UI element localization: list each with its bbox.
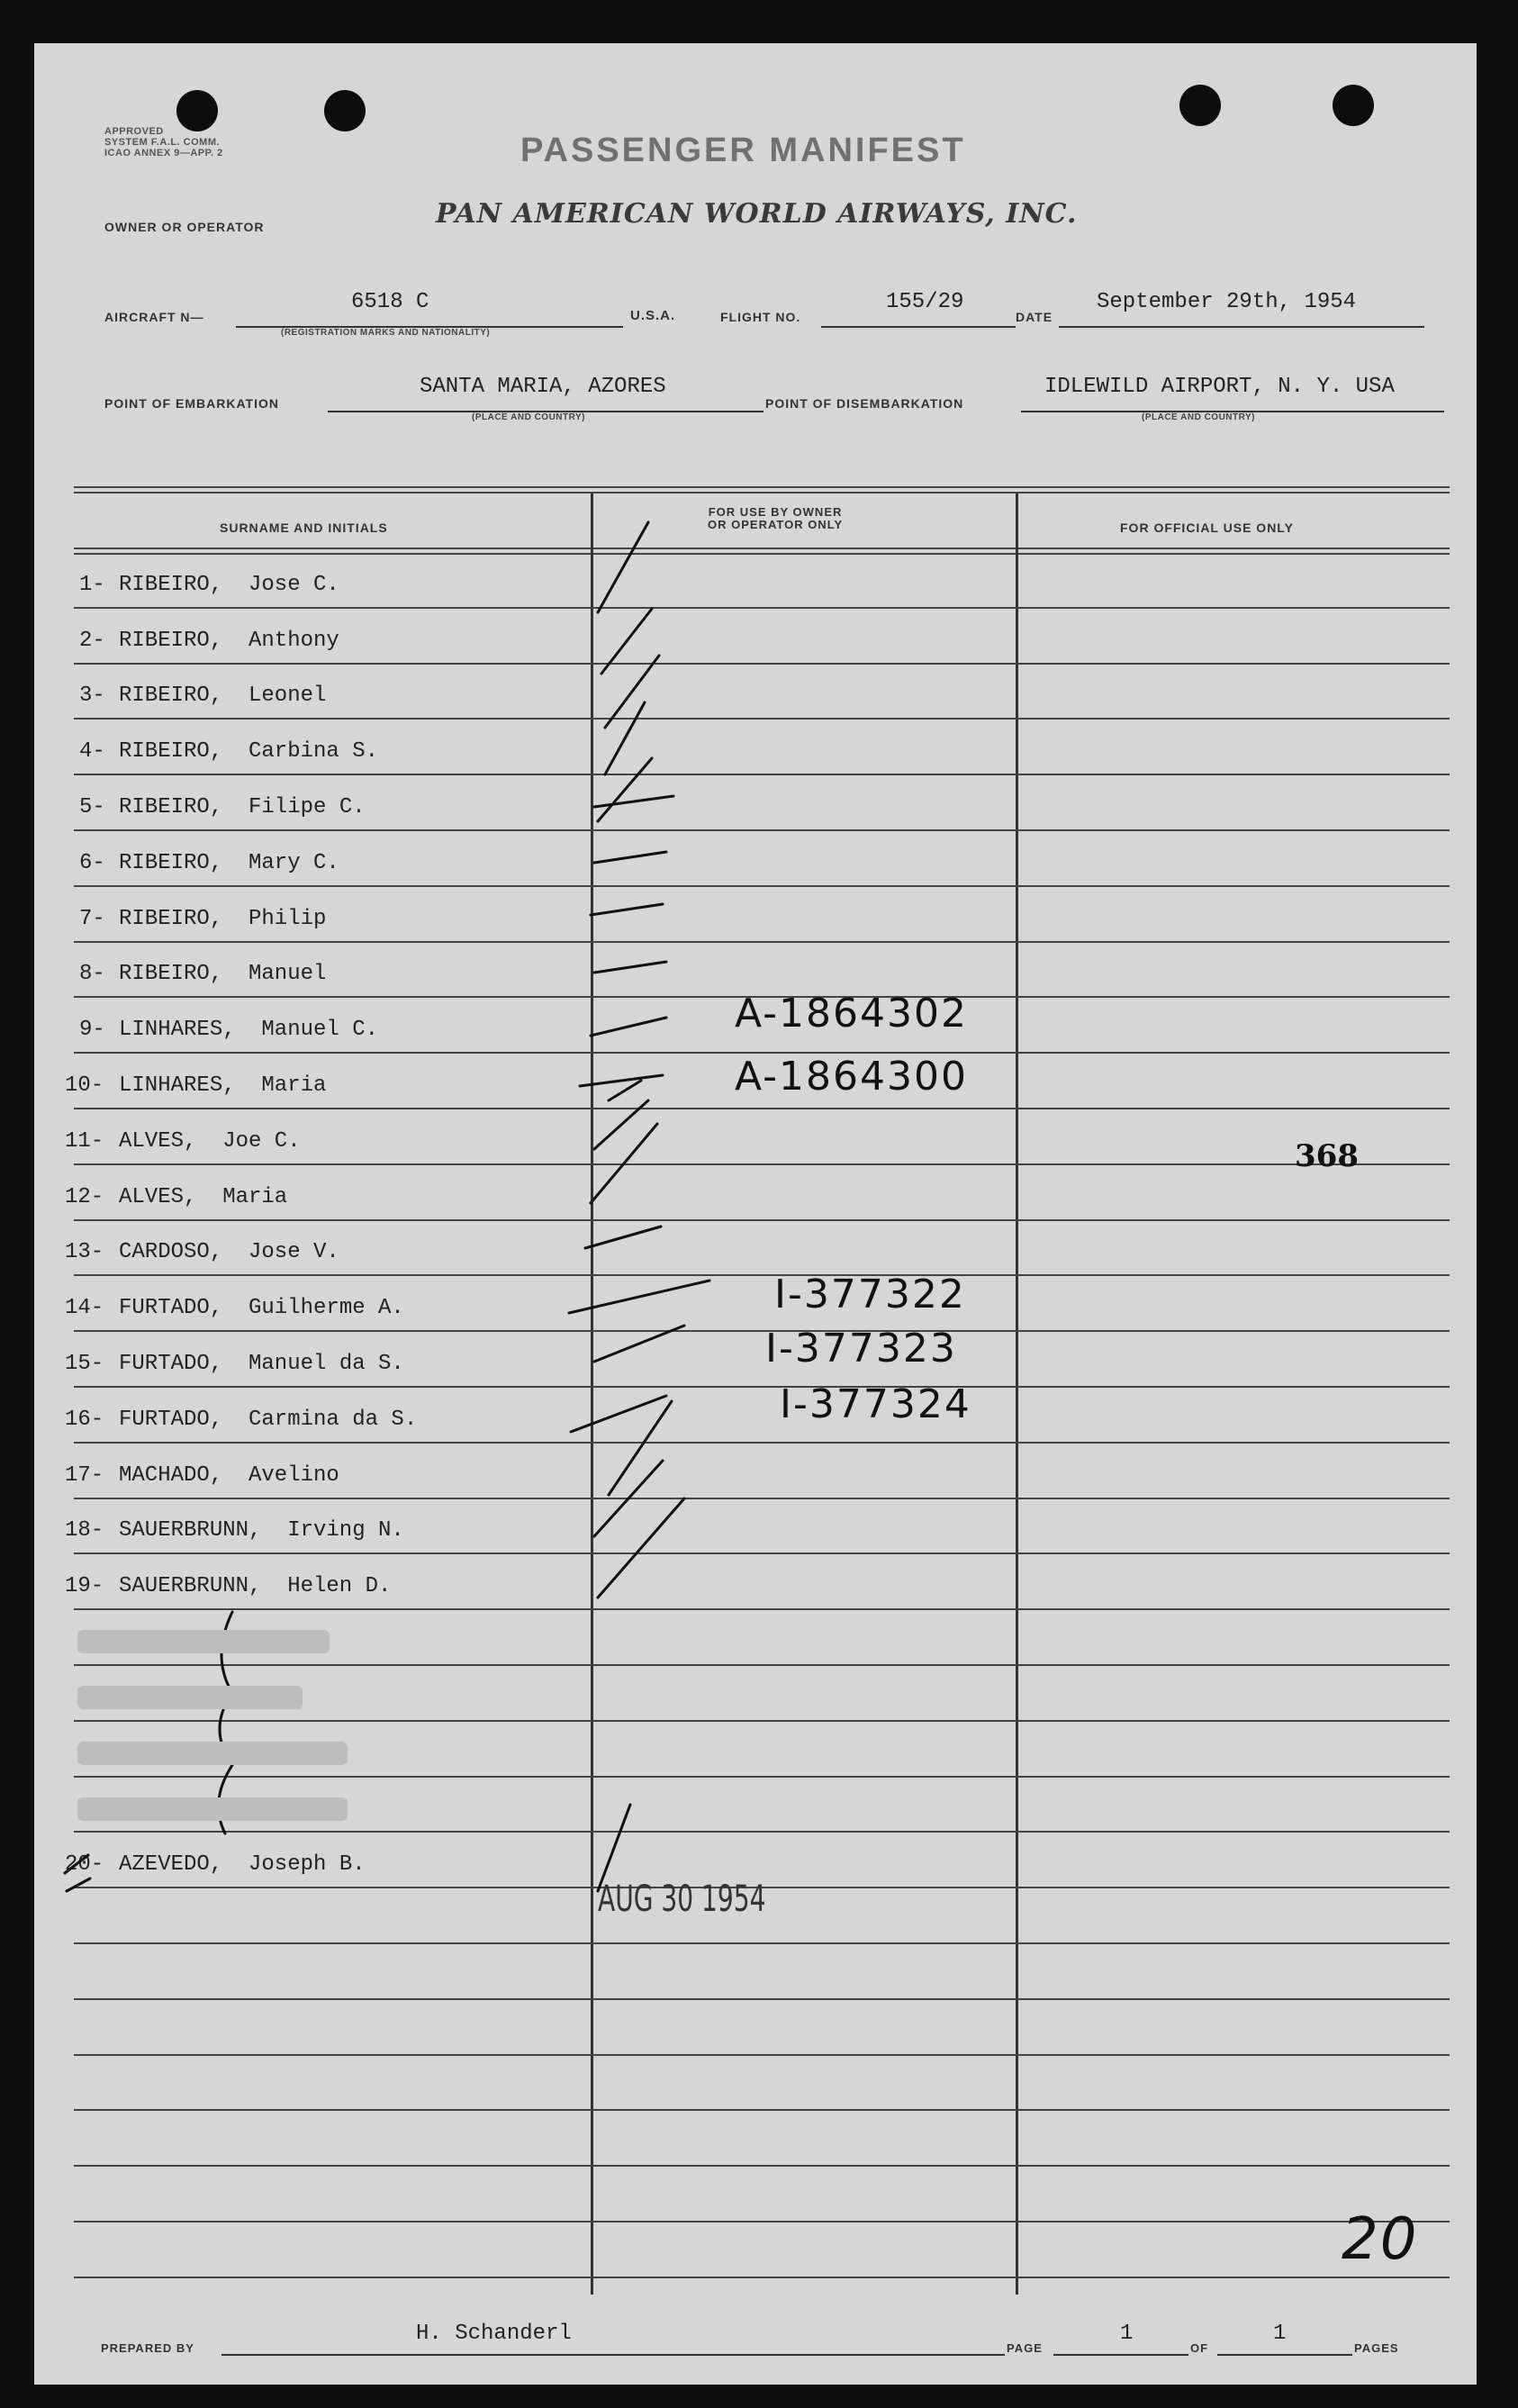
passenger-initials: Avelino	[248, 1463, 339, 1488]
passenger-initials: Manuel	[248, 962, 327, 986]
passenger-number: 8-	[79, 962, 105, 986]
passenger-surname: RIBEIRO,	[119, 962, 223, 986]
passenger-number: 20-	[65, 1852, 104, 1877]
embarkation-label: POINT OF EMBARKATION	[104, 396, 279, 411]
passenger-surname: RIBEIRO,	[119, 629, 223, 653]
passenger-initials: Maria	[261, 1073, 327, 1098]
passenger-surname: FURTADO,	[119, 1296, 223, 1320]
passenger-surname: RIBEIRO,	[119, 683, 223, 708]
passenger-number: 11-	[65, 1129, 104, 1154]
passenger-number: 16-	[65, 1408, 104, 1432]
pages-label: PAGES	[1354, 2341, 1399, 2355]
row-rule	[74, 1442, 1450, 1444]
passenger-number: 13-	[65, 1240, 104, 1264]
row-rule	[74, 1386, 1450, 1388]
passenger-initials: Maria	[222, 1185, 288, 1209]
column-divider	[591, 493, 593, 2295]
handwritten-number: I-377324	[780, 1381, 971, 1427]
column-divider	[1016, 493, 1018, 2295]
punch-hole	[1179, 85, 1221, 126]
aircraft-label: AIRCRAFT N—	[104, 310, 204, 324]
prepared-value: H. Schanderl	[416, 2322, 572, 2346]
owner-use-header: FOR USE BY OWNER OR OPERATOR ONLY	[708, 505, 844, 531]
row-rule	[74, 829, 1450, 831]
airline-name: PAN AMERICAN WORLD AIRWAYS, INC.	[436, 198, 1078, 230]
row-rule	[74, 1664, 1450, 1666]
row-rule	[74, 1274, 1450, 1276]
passenger-number: 10-	[65, 1073, 104, 1098]
passenger-surname: FURTADO,	[119, 1408, 223, 1432]
form-title: PASSENGER MANIFEST	[520, 131, 966, 169]
passenger-number: 17-	[65, 1463, 104, 1488]
passenger-initials: Filipe C.	[248, 795, 366, 819]
row-rule	[74, 1608, 1450, 1610]
passenger-initials: Guilherme A.	[248, 1296, 404, 1320]
disembarkation-label: POINT OF DISEMBARKATION	[765, 396, 964, 411]
disembarkation-value: IDLEWILD AIRPORT, N. Y. USA	[1044, 375, 1395, 399]
row-rule	[74, 1942, 1450, 1944]
passenger-surname: AZEVEDO,	[119, 1852, 223, 1877]
passenger-surname: RIBEIRO,	[119, 851, 223, 875]
date-label: DATE	[1016, 310, 1053, 324]
passenger-initials: Manuel C.	[261, 1018, 379, 1042]
row-rule	[74, 1108, 1450, 1109]
handwritten-number: I-377323	[765, 1326, 957, 1371]
approval-block: APPROVED SYSTEM F.A.L. COMM. ICAO ANNEX 9—APP. 2	[104, 126, 223, 158]
table-header-rule	[74, 548, 1450, 555]
passenger-initials: Irving N.	[287, 1518, 404, 1543]
row-rule	[74, 607, 1450, 609]
passenger-initials: Philip	[248, 907, 327, 931]
passenger-surname: SAUERBRUNN,	[119, 1518, 262, 1543]
passenger-surname: CARDOSO,	[119, 1240, 223, 1264]
flight-value: 155/29	[886, 290, 964, 314]
punch-hole	[324, 90, 366, 131]
disembarkation-caption: (PLACE AND COUNTRY)	[1142, 412, 1255, 422]
passenger-surname: RIBEIRO,	[119, 795, 223, 819]
passenger-initials: Jose V.	[248, 1240, 339, 1264]
passenger-number: 9-	[79, 1018, 105, 1042]
row-rule	[74, 1219, 1450, 1221]
prepared-label: PREPARED BY	[101, 2341, 194, 2355]
passenger-initials: Jose C.	[248, 573, 339, 597]
row-rule	[74, 774, 1450, 775]
row-rule	[74, 1998, 1450, 2000]
handwritten-number: A-1864302	[735, 991, 968, 1037]
row-rule	[74, 1498, 1450, 1499]
row-rule	[74, 1776, 1450, 1778]
row-rule	[74, 1330, 1450, 1332]
passenger-surname: ALVES,	[119, 1185, 197, 1209]
passenger-number: 6-	[79, 851, 105, 875]
passenger-initials: Carbina S.	[248, 739, 379, 764]
row-rule	[74, 1553, 1450, 1554]
embarkation-value: SANTA MARIA, AZORES	[420, 375, 666, 399]
passenger-number: 14-	[65, 1296, 104, 1320]
row-rule	[74, 663, 1450, 665]
row-rule	[74, 2054, 1450, 2056]
passenger-surname: MACHADO,	[119, 1463, 223, 1488]
passenger-initials: Manuel da S.	[248, 1352, 404, 1376]
passenger-initials: Mary C.	[248, 851, 339, 875]
received-stamp: AUG 30 1954	[598, 1878, 766, 1920]
surname-header: SURNAME AND INITIALS	[220, 521, 388, 535]
passenger-initials: Joe C.	[222, 1129, 301, 1154]
passenger-surname: LINHARES,	[119, 1073, 236, 1098]
row-rule	[74, 718, 1450, 720]
passenger-number: 5-	[79, 795, 105, 819]
of-value: 1	[1273, 2322, 1287, 2346]
passenger-initials: Helen D.	[287, 1574, 392, 1598]
passenger-surname: RIBEIRO,	[119, 907, 223, 931]
passenger-surname: LINHARES,	[119, 1018, 236, 1042]
handwritten-number: A-1864300	[735, 1054, 968, 1100]
row-rule	[74, 941, 1450, 943]
passenger-initials: Leonel	[248, 683, 327, 708]
row-rule	[74, 1720, 1450, 1722]
passenger-number: 3-	[79, 683, 105, 708]
official-number: 368	[1295, 1138, 1359, 1174]
row-rule	[74, 2109, 1450, 2111]
embarkation-caption: (PLACE AND COUNTRY)	[472, 412, 585, 422]
handwritten-total: 20	[1342, 2206, 1419, 2273]
owner-label: OWNER OR OPERATOR	[104, 220, 265, 234]
passenger-number: 2-	[79, 629, 105, 653]
page-label: PAGE	[1007, 2341, 1043, 2355]
punch-hole	[1333, 85, 1374, 126]
row-rule	[74, 2221, 1450, 2222]
passenger-number: 7-	[79, 907, 105, 931]
row-rule	[74, 2277, 1450, 2278]
passenger-initials: Anthony	[248, 629, 339, 653]
page-value: 1	[1120, 2322, 1134, 2346]
table-top-rule	[74, 486, 1450, 493]
passenger-number: 18-	[65, 1518, 104, 1543]
passenger-number: 1-	[79, 573, 105, 597]
aircraft-caption: (REGISTRATION MARKS AND NATIONALITY)	[281, 328, 491, 338]
row-rule	[74, 885, 1450, 887]
passenger-surname: ALVES,	[119, 1129, 197, 1154]
passenger-initials: Carmina da S.	[248, 1408, 418, 1432]
passenger-number: 15-	[65, 1352, 104, 1376]
passenger-number: 12-	[65, 1185, 104, 1209]
aircraft-value: 6518 C	[351, 290, 429, 314]
passenger-number: 4-	[79, 739, 105, 764]
passenger-number: 19-	[65, 1574, 104, 1598]
passenger-surname: RIBEIRO,	[119, 573, 223, 597]
handwritten-number: I-377322	[774, 1272, 966, 1317]
row-rule	[74, 2165, 1450, 2167]
passenger-surname: SAUERBRUNN,	[119, 1574, 262, 1598]
passenger-surname: FURTADO,	[119, 1352, 223, 1376]
passenger-initials: Joseph B.	[248, 1852, 366, 1877]
country-label: U.S.A.	[630, 308, 676, 323]
row-rule	[74, 1831, 1450, 1833]
official-use-header: FOR OFFICIAL USE ONLY	[1120, 521, 1294, 535]
passenger-surname: RIBEIRO,	[119, 739, 223, 764]
of-label: OF	[1190, 2341, 1209, 2355]
flight-label: FLIGHT NO.	[720, 310, 801, 324]
date-value: September 29th, 1954	[1097, 290, 1357, 314]
row-rule	[74, 1163, 1450, 1165]
